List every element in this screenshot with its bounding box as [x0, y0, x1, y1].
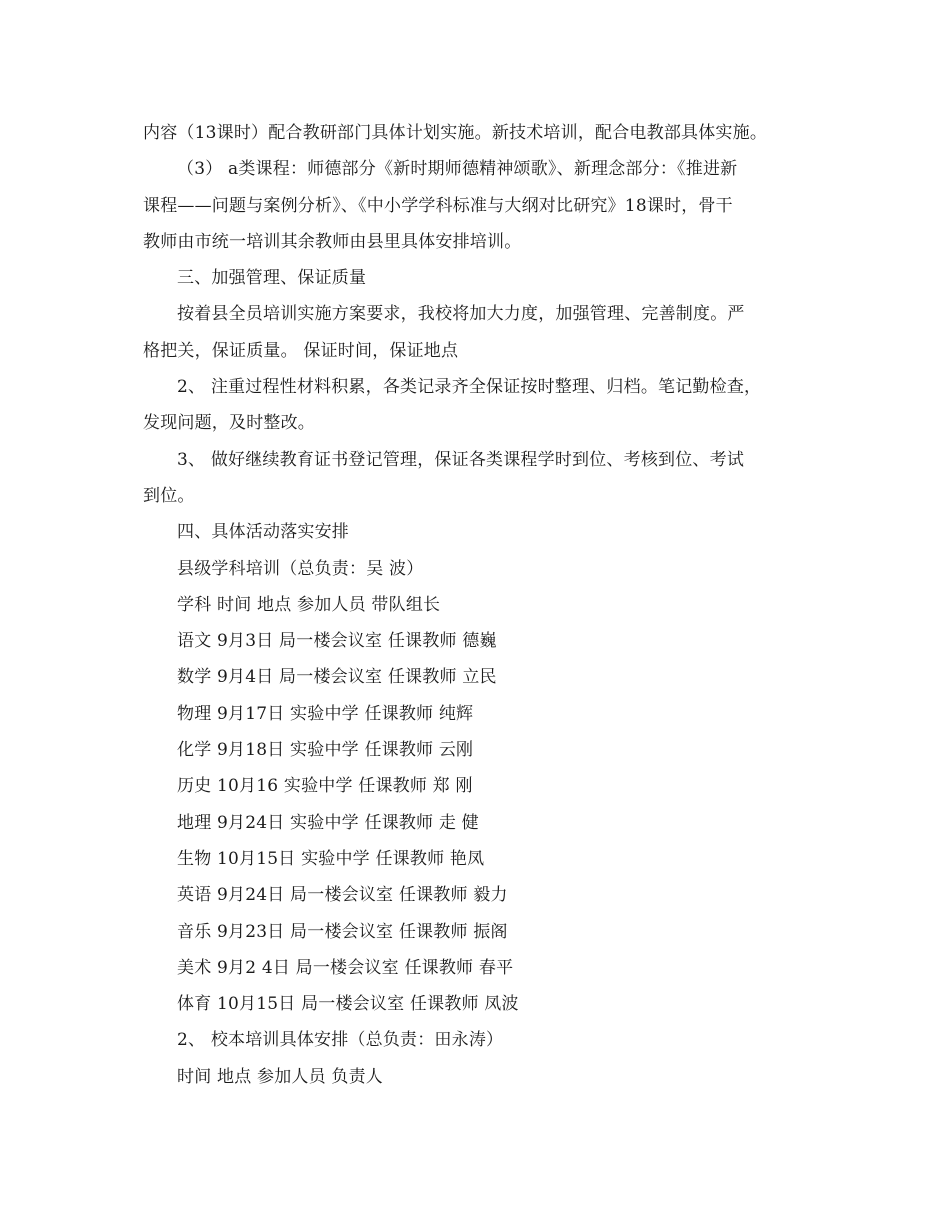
- section-heading: 四、具体活动落实安排: [177, 522, 349, 543]
- schedule-row: 体育 10月15日 局一楼会议室 任课教师 凤波: [177, 994, 519, 1015]
- schedule-row: 物理 9月17日 实验中学 任课教师 纯辉: [177, 703, 474, 724]
- subsection-heading: 县级学科培训（总负责：吴 波）: [177, 558, 424, 579]
- text-line: 格把关，保证质量。 保证时间，保证地点: [143, 340, 459, 361]
- schedule-row: 音乐 9月23日 局一楼会议室 任课教师 振阁: [177, 921, 508, 942]
- schedule-row: 地理 9月24日 实验中学 任课教师 走 健: [177, 812, 479, 833]
- schedule-row: 语文 9月3日 局一楼会议室 任课教师 德巍: [177, 631, 497, 652]
- text-line: 到位。: [143, 485, 195, 506]
- text-line: 课程——问题与案例分析》、《中小学学科标准与大纲对比研究》18课时，骨干: [143, 195, 733, 216]
- text-line: 内容（13课时）配合教研部门具体计划实施。新技术培训，配合电教部具体实施。: [143, 123, 768, 143]
- subsection-heading: 2、 校本培训具体安排（总负责：田永涛）: [177, 1030, 504, 1051]
- text-line: 发现问题，及时整改。: [143, 413, 315, 434]
- schedule-row: 化学 9月18日 实验中学 任课教师 云刚: [177, 740, 474, 761]
- text-line: （3） a类课程：师德部分《新时期师德精神颂歌》、新理念部分：《推进新: [177, 159, 738, 180]
- document-body: [143, 115, 808, 1095]
- schedule-row: 美术 9月2 4日 局一楼会议室 任课教师 春平: [177, 957, 514, 978]
- section-heading: 三、加强管理、保证质量: [177, 268, 367, 289]
- schedule-row: 生物 10月15日 实验中学 任课教师 艳凤: [177, 848, 485, 869]
- schedule-row: 历史 10月16 实验中学 任课教师 郑 刚: [177, 776, 473, 797]
- schedule-row: 数学 9月4日 局一楼会议室 任课教师 立民: [177, 667, 497, 688]
- text-line: 教师由市统一培训其余教师由县里具体安排培训。: [143, 231, 522, 252]
- schedule-header: 时间 地点 参加人员 负责人: [177, 1066, 384, 1087]
- text-line: 2、 注重过程性材料积累，各类记录齐全保证按时整理、归档。笔记勤检查，: [177, 377, 762, 398]
- schedule-header: 学科 时间 地点 参加人员 带队组长: [177, 594, 441, 615]
- schedule-row: 英语 9月24日 局一楼会议室 任课教师 毅力: [177, 885, 508, 906]
- text-line: 按着县全员培训实施方案要求，我校将加大力度，加强管理、完善制度。严: [177, 304, 745, 325]
- text-line: 3、 做好继续教育证书登记管理，保证各类课程学时到位、考核到位、考试: [177, 449, 745, 470]
